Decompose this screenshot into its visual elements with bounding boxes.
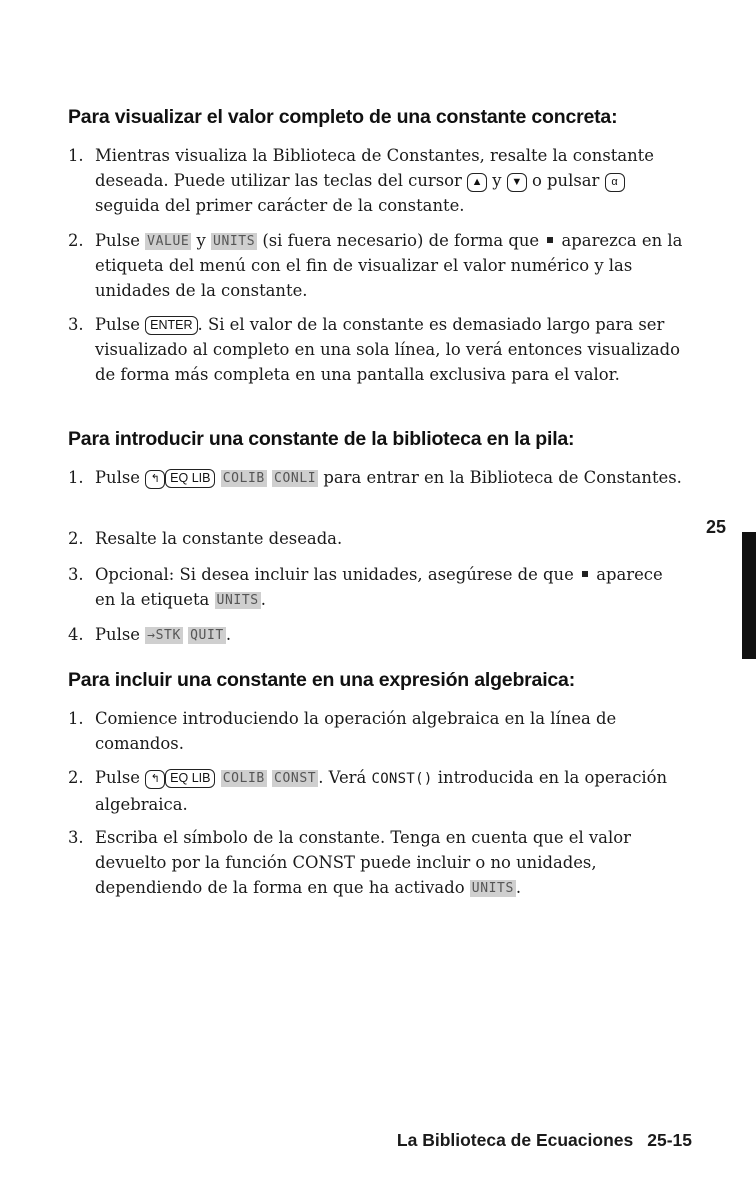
item-text: Pulse [95,468,140,487]
item-text: seguida del primer carácter de la constante. [95,196,465,215]
item-text: y [196,231,206,250]
item-text: (si fuera necesario) de forma que [262,231,540,250]
alpha-key[interactable]: α [605,173,625,192]
to-stack-softkey[interactable]: →STK [147,628,181,643]
item-text: . Verá [318,768,367,787]
item-text: Pulse [95,625,140,644]
item-text: introducida en la operación algebraica. [95,768,668,814]
list-item [68,706,688,756]
const-softkey[interactable]: CONST [274,771,317,786]
item-text: y [492,171,502,190]
item-number: 2. [68,768,84,787]
eq-lib-key[interactable]: EQ LIB [165,769,215,788]
item-number: 1. [68,468,84,487]
list-item [68,765,688,817]
item-text: para entrar en la Biblioteca de Constantes. [323,468,682,487]
item-text: Resalte la constante deseada. [95,529,343,548]
cursor-down-key[interactable]: ▼ [507,173,527,192]
section-heading-incluir: Para incluir una constante en una expresión algebraica: [68,669,575,691]
section-heading-visualizar: Para visualizar el valor completo de una constante concreta: [68,106,618,128]
item-text: Mientras visualiza la Biblioteca de Constantes, resalte la constante deseada. Puede utilizar las teclas del cursor [95,146,654,190]
footer-title: La Biblioteca de Ecuaciones [396,1130,634,1150]
item-number: 3. [68,315,84,334]
page-number: 25-15 [647,1130,692,1150]
item-text: aparezca en la etiqueta del menú con el fin de visualizar el valor numérico y las unidades de la constante. [95,231,683,300]
item-text: . [225,625,232,644]
item-text: Opcional: Si desea incluir las unidades, asegúrese de que [95,565,574,584]
item-text: . [515,878,522,897]
list-item [68,312,688,387]
item-text: Escriba el símbolo de la constante. Tenga en cuenta que el valor devuelto por la función CONST puede incluir o no unidades, dependiendo de la forma en que ha activado [95,828,631,897]
chapter-tab [742,532,756,659]
item-text: . Si el valor de la constante es demasiado largo para ser visualizado al completo en una sola línea, lo verá entonces visualizado de forma más completa en una pantalla exclusiva para el valor. [95,315,680,384]
units-softkey[interactable]: UNITS [471,881,514,896]
item-text: aparece en la etiqueta [95,565,663,609]
item-text: Pulse [95,315,140,334]
left-shift-key[interactable]: ↰ [145,470,165,489]
quit-softkey[interactable]: QUIT [190,628,224,643]
list-item [68,526,688,551]
menu-indicator-icon [582,571,588,577]
item-number: 2. [68,231,84,250]
item-number: 3. [68,565,84,584]
section-heading-introducir: Para introducir una constante de la biblioteca en la pila: [68,428,575,450]
conli-softkey[interactable]: CONLI [274,471,317,486]
units-softkey[interactable]: UNITS [216,593,259,608]
chapter-number: 25 [706,517,727,537]
menu-indicator-icon [547,237,553,243]
eq-lib-key[interactable]: EQ LIB [165,469,215,488]
enter-key[interactable]: ENTER [145,316,197,335]
cursor-up-key[interactable]: ▲ [467,173,487,192]
item-number: 1. [68,709,84,728]
left-shift-key[interactable]: ↰ [145,770,165,789]
list-item [68,143,688,218]
item-number: 1. [68,146,84,165]
item-text: Pulse [95,231,140,250]
item-text: o pulsar [531,171,600,190]
page-footer [397,1130,692,1151]
list-item [68,465,688,490]
item-number: 2. [68,529,84,548]
list-item [68,562,688,612]
list-item [68,228,688,303]
units-softkey[interactable]: UNITS [213,234,256,249]
item-text: Pulse [95,768,140,787]
item-text: Comience introduciendo la operación algebraica en la línea de comandos. [95,709,617,753]
colib-softkey[interactable]: COLIB [222,471,265,486]
colib-softkey[interactable]: COLIB [222,771,265,786]
item-text: . [260,590,266,609]
value-softkey[interactable]: VALUE [147,234,190,249]
item-number: 4. [68,625,84,644]
list-item [68,825,688,900]
list-item [68,622,688,647]
item-number: 3. [68,828,84,847]
const-function-text: CONST() [371,771,433,787]
